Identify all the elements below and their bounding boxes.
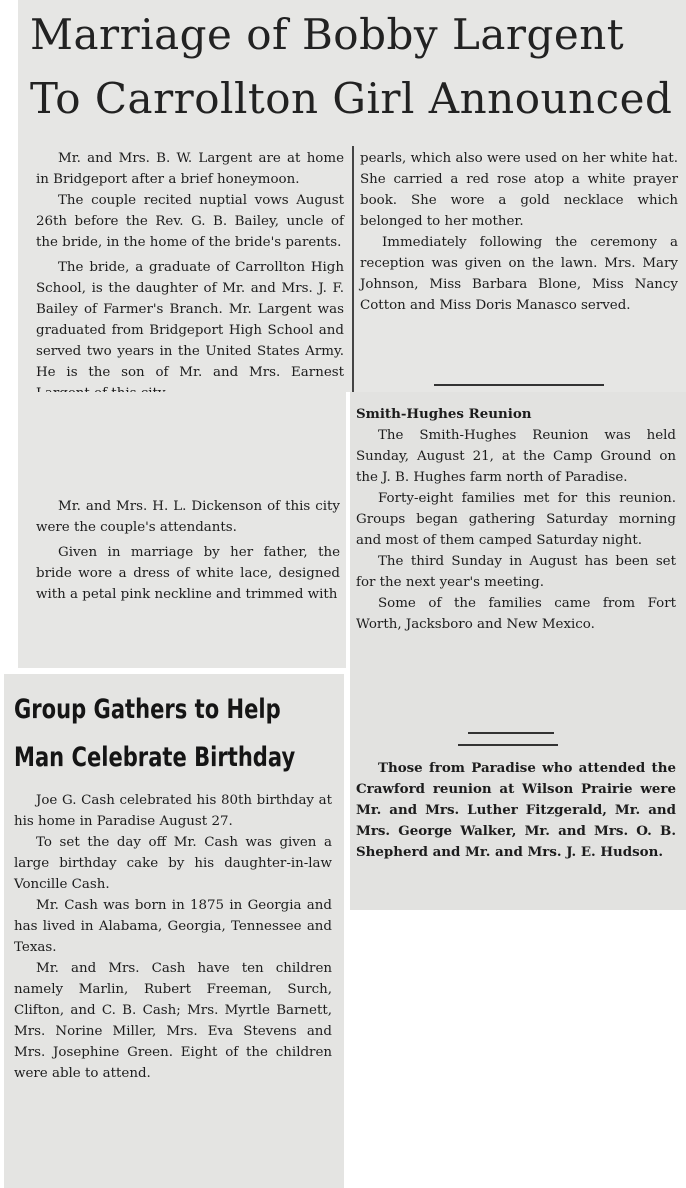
smith-hughes-paragraph: The third Sunday in August has been set for the next year's meeting. [356, 554, 676, 590]
marriage-paragraph: Immediately following the ceremony a reception was given on the lawn. Mrs. Mary Johnson, Miss Barbara Blone, Miss Nancy Cotton and Miss Doris Manasco served. [360, 235, 678, 313]
cash-paragraph: To set the day off Mr. Cash was given a large birthday cake by his daughter-in-law Voncille Cash. [14, 835, 332, 892]
smith-hughes-subhead: Smith-Hughes Reunion [356, 406, 532, 422]
smith-hughes-clipping [350, 392, 686, 910]
marriage-paragraph: The bride, a graduate of Carrollton High School, is the daughter of Mr. and Mrs. J. F. Bailey of Farmer's Branch. Mr. Largent was graduated from Bridgeport High School and served two years in the United States Army. He is the son of Mr. and Mrs. Earnest [36, 260, 344, 380]
section-rule [434, 384, 604, 386]
crawford-column [356, 758, 676, 863]
marriage-clipping [18, 0, 686, 392]
cash-paragraph: Mr. Cash was born in 1875 in Georgia and has lived in Alabama, Georgia, Tennessee and Texas. [14, 898, 332, 955]
cash-birthday-clipping [4, 674, 344, 1188]
cash-headline-line-1: Group Gathers to Help [14, 694, 281, 725]
marriage-paragraph: Given in marriage by her father, the bride wore a dress of white lace, designed with a petal pink neckline and trimmed with [36, 545, 340, 602]
cash-paragraph: Mr. and Mrs. Cash have ten children namely Marlin, Rubert Freeman, Surch, Clifton, and C. B. Cash; Mrs. Myrtle Barnett, Mrs. Norine Miller, Mrs. Eva Stevens and Mrs. Josephine Green. Eight of the children were able to attend. [14, 961, 332, 1081]
marriage-paragraph: pearls, which also were used on her white hat. She carried a red rose atop a white prayer book. She wore a gold necklace which belonged to her mother. [360, 151, 678, 229]
crawford-paragraph: Those from Paradise who attended the Crawford reunion at Wilson Prairie were Mr. and Mrs. Luther Fitzgerald, Mr. and Mrs. George Walker, Mr. and Mrs. O. B. Shepherd and Mr. and Mrs. J. E. Hudson. [356, 760, 676, 860]
cash-paragraph: Joe G. Cash celebrated his 80th birthday at his home in Paradise August 27. [14, 793, 332, 829]
section-rule [468, 732, 554, 734]
marriage-left-column-continued [36, 496, 340, 605]
marriage-headline-line-2: To Carrollton Girl Announced [30, 74, 673, 123]
marriage-paragraph: Mr. and Mrs. B. W. Largent are at home in Bridgeport after a brief honeymoon. [36, 151, 344, 187]
marriage-paragraph: The couple recited nuptial vows August 26th before the Rev. G. B. Bailey, uncle of the bride, in the home of the bride's parents. [36, 193, 344, 250]
smith-hughes-paragraph: The Smith-Hughes Reunion was held Sunday, August 21, at the Camp Ground on the J. B. Hughes farm north of Paradise. [356, 428, 676, 485]
marriage-paragraph: Mr. and Mrs. H. L. Dickenson of this city were the couple's attendants. [36, 499, 340, 535]
marriage-right-column [360, 148, 678, 316]
marriage-clipping-continued [18, 392, 346, 668]
cash-column [14, 790, 332, 1084]
cash-headline-line-2: Man Celebrate Birthday [14, 742, 296, 773]
column-divider [352, 146, 354, 392]
marriage-left-column [36, 148, 344, 404]
smith-hughes-paragraph: Forty-eight families met for this reunion. Groups began gathering Saturday morning and most of them camped Saturday night. [356, 491, 676, 548]
section-rule [458, 744, 558, 746]
marriage-headline-line-1: Marriage of Bobby Largent [30, 10, 625, 59]
smith-hughes-paragraph: Some of the families came from Fort Worth, Jacksboro and New Mexico. [356, 596, 676, 632]
smith-hughes-column [356, 404, 676, 635]
